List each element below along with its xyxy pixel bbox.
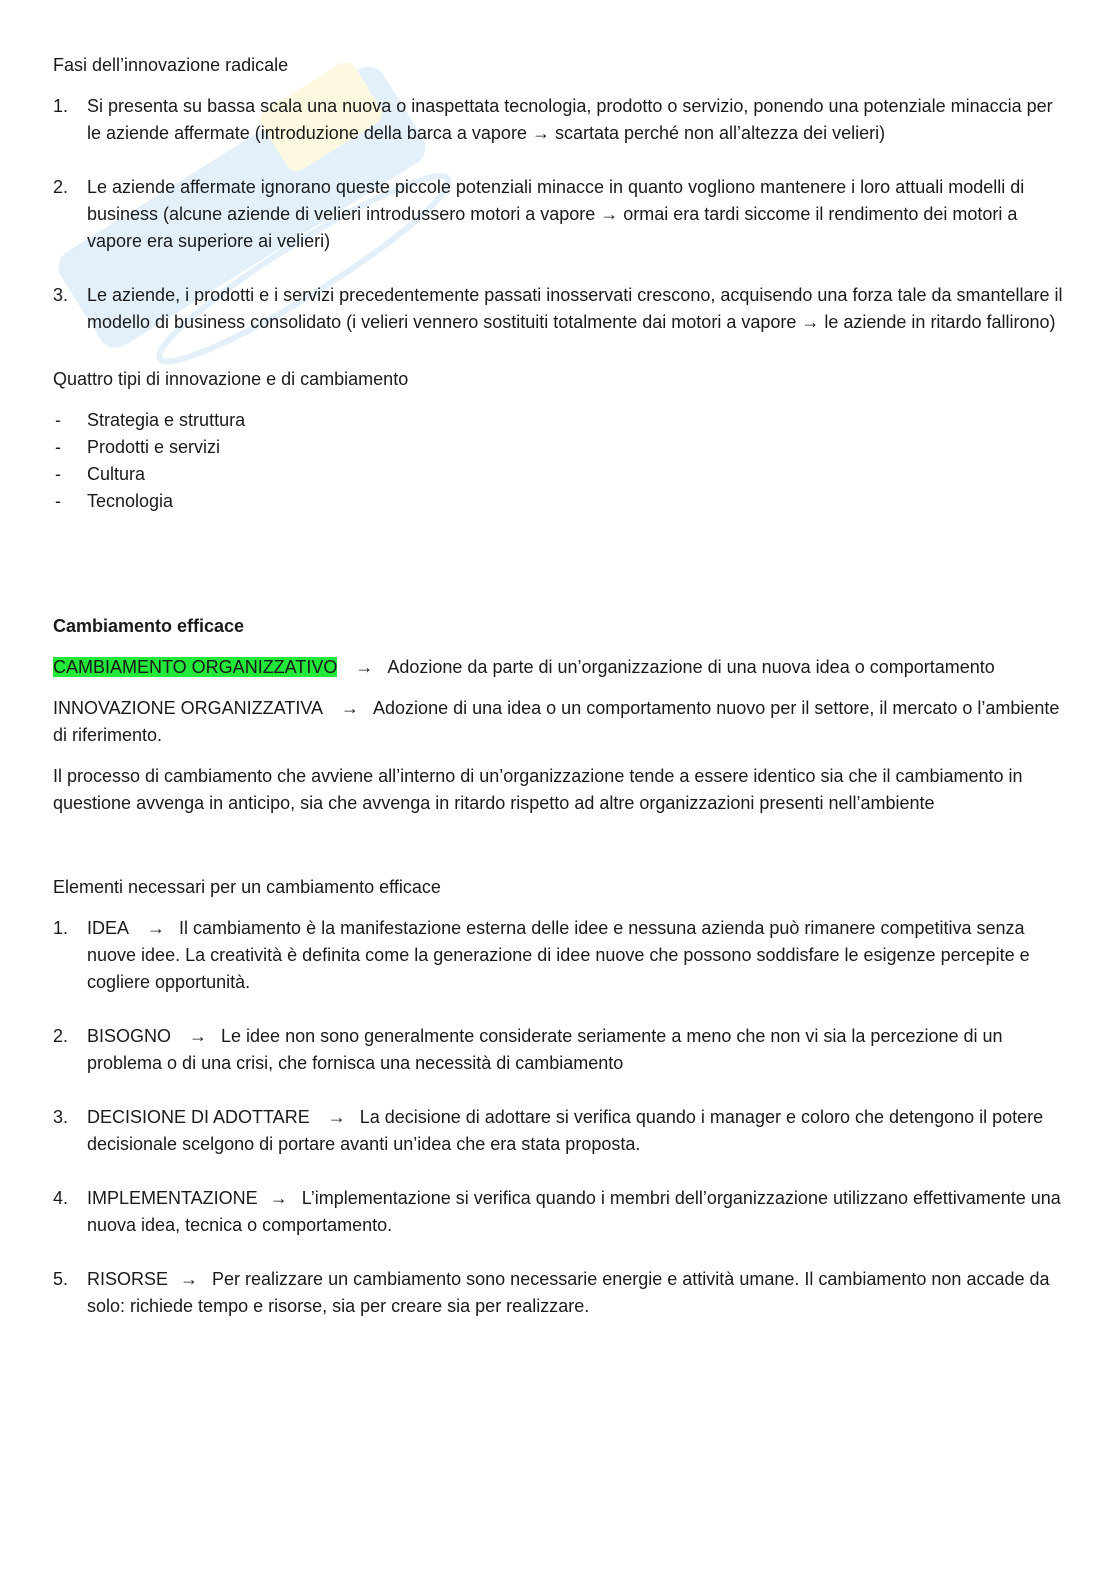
innovation-types-list xyxy=(53,407,1063,515)
list-item xyxy=(53,407,1063,434)
definition-organizational-change xyxy=(53,654,1063,681)
dash-bullet: - xyxy=(55,491,61,511)
item-text: Il cambiamento è la manifestazione esterna delle idee e nessuna azienda può rimanere competitiva senza nuove idee. La creatività è definita come la generazione di idee nuove che possono soddisfare le esigenze percepite e cogliere opportunità. xyxy=(87,918,1030,992)
item-term: BISOGNO xyxy=(87,1026,172,1046)
item-text: Strategia e struttura xyxy=(87,410,246,430)
list-item xyxy=(53,461,1063,488)
dash-bullet: - xyxy=(55,437,61,457)
item-number: 2. xyxy=(53,177,69,197)
item-term: RISORSE xyxy=(87,1269,169,1289)
radical-innovation-phases-list xyxy=(53,93,1063,336)
list-item xyxy=(53,93,1063,147)
item-term: DECISIONE DI ADOTTARE xyxy=(87,1107,310,1127)
item-number: 4. xyxy=(53,1188,69,1208)
dash-bullet: - xyxy=(55,464,61,484)
item-number: 3. xyxy=(53,1107,69,1127)
list-item xyxy=(53,282,1063,336)
item-number: 2. xyxy=(53,1026,69,1046)
definition-organizational-innovation xyxy=(53,695,1063,749)
list-item xyxy=(53,488,1063,515)
item-number: 3. xyxy=(53,285,69,305)
list-item xyxy=(53,1023,1063,1077)
item-text: Prodotti e servizi xyxy=(87,437,221,457)
arrow-icon: → xyxy=(269,1188,288,1208)
item-text: L’implementazione si verifica quando i membri dell’organizzazione utilizzano effettivamente una nuova idea, tecnica o comportamento. xyxy=(87,1188,1061,1235)
list-item xyxy=(53,1185,1063,1239)
section-title-innovation-types: Quattro tipi di innovazione e di cambiamento xyxy=(53,369,409,389)
definition-term: INNOVAZIONE ORGANIZZATIVA xyxy=(53,698,324,718)
arrow-icon: → xyxy=(355,657,374,677)
arrow-icon: → xyxy=(189,1026,208,1046)
section-title-radical-innovation: Fasi dell’innovazione radicale xyxy=(53,55,289,75)
item-text: Le aziende, i prodotti e i servizi precedentemente passati inosservati crescono, acquisendo una forza tale da smantellare il modello di business consolidato (i velieri vennero sostituiti totalmente dai motori a vapore → le aziende in ritardo fallirono) xyxy=(87,285,1063,332)
item-text: Si presenta su bassa scala una nuova o inaspettata tecnologia, prodotto o servizio, ponendo una potenziale minaccia per le aziende affermate (introduzione della barca a vapore → scartata perché non all’altezza dei velieri) xyxy=(87,96,1053,143)
necessary-elements-list xyxy=(53,915,1063,1320)
list-item xyxy=(53,1266,1063,1320)
list-item xyxy=(53,174,1063,255)
section-title-necessary-elements: Elementi necessari per un cambiamento efficace xyxy=(53,877,441,897)
definition-text: Adozione di una idea o un comportamento nuovo per il settore, il mercato o l’ambiente di riferimento. xyxy=(53,698,1060,745)
list-item xyxy=(53,434,1063,461)
item-text: Cultura xyxy=(87,464,146,484)
item-text: Tecnologia xyxy=(87,491,174,511)
definition-text: Adozione da parte di un’organizzazione di una nuova idea o comportamento xyxy=(387,657,995,677)
dash-bullet: - xyxy=(55,410,61,430)
list-item xyxy=(53,915,1063,996)
item-number: 1. xyxy=(53,918,69,938)
highlighted-term: CAMBIAMENTO ORGANIZZATIVO xyxy=(53,657,338,677)
item-text: Per realizzare un cambiamento sono necessarie energie e attività umane. Il cambiamento non accade da solo: richiede tempo e risorse, sia per creare sia per realizzare. xyxy=(87,1269,1050,1316)
arrow-icon: → xyxy=(147,918,166,938)
item-text: La decisione di adottare si verifica quando i manager e coloro che detengono il potere decisionale scelgono di portare avanti un’idea che era stata proposta. xyxy=(87,1107,1044,1154)
arrow-icon: → xyxy=(341,698,360,718)
arrow-icon: → xyxy=(327,1107,346,1127)
item-text: Le aziende affermate ignorano queste piccole potenziali minacce in quanto vogliono mantenere i loro attuali modelli di business (alcune aziende di velieri introdussero motori a vapore → ormai era tardi siccome il rendimento dei motori a vapore era superiore ai velieri) xyxy=(87,177,1025,251)
item-term: IDEA xyxy=(87,918,130,938)
change-process-paragraph: Il processo di cambiamento che avviene all’interno di un’organizzazione tende a essere identico sia che il cambiamento in questione avvenga in anticipo, sia che avvenga in ritardo rispetto ad altre organizzazioni presenti nell’ambiente xyxy=(53,766,1023,813)
section-title-effective-change: Cambiamento efficace xyxy=(53,616,245,636)
item-term: IMPLEMENTAZIONE xyxy=(87,1188,258,1208)
item-number: 1. xyxy=(53,96,69,116)
list-item xyxy=(53,1104,1063,1158)
document-content xyxy=(53,52,1063,1347)
item-text: Le idee non sono generalmente considerate seriamente a meno che non vi sia la percezione di un problema o di una crisi, che fornisca una necessità di cambiamento xyxy=(87,1026,1003,1073)
item-number: 5. xyxy=(53,1269,69,1289)
arrow-icon: → xyxy=(180,1269,199,1289)
